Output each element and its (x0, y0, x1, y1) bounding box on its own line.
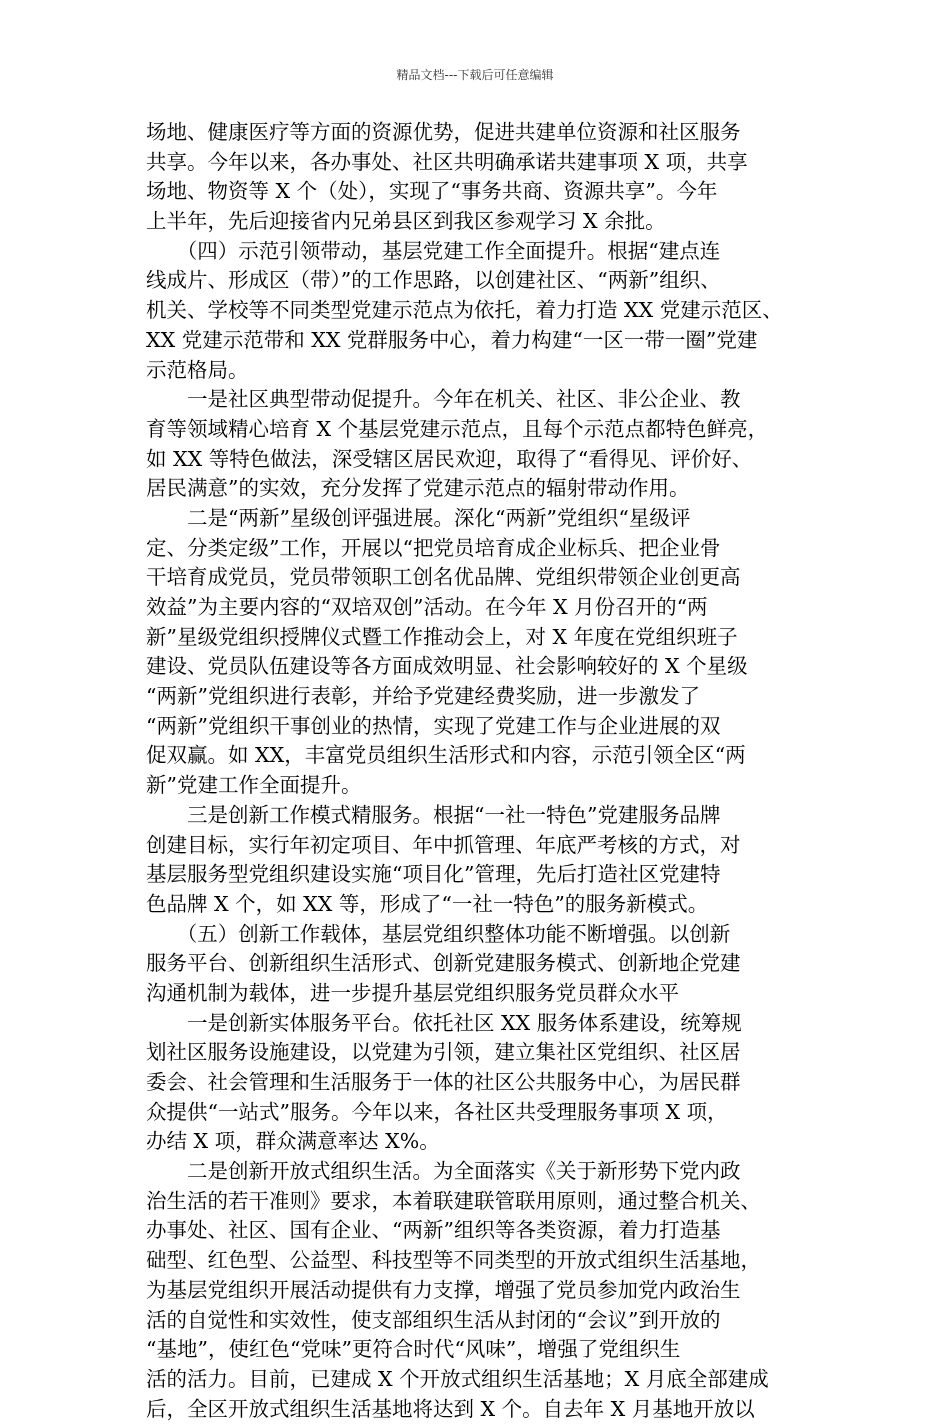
page-header: 精品文档---下载后可任意编辑 (396, 68, 554, 82)
text-line: 办结 X 项，群众满意率达 X%。 (146, 1129, 440, 1154)
text-line: 服务平台、创新组织生活形式、创新党建服务模式、创新地企党建 (146, 951, 741, 976)
text-line: 共享。今年以来，各办事处、社区共明确承诺共建事项 X 项，共享 (146, 149, 748, 174)
text-line: 活的自觉性和实效性，使支部组织生活从封闭的“会议”到开放的 (146, 1307, 721, 1332)
text-line: 定、分类定级”工作，开展以“把党员培育成企业标兵、把企业骨 (146, 535, 721, 560)
text-line: 建设、党员队伍建设等各方面成效明显、社会影响较好的 X 个星级 (146, 654, 748, 679)
text-line: 众提供“一站式”服务。今年以来，各社区共受理服务事项 X 项， (146, 1099, 728, 1124)
text-line: 场地、物资等 X 个（处），实现了“事务共商、资源共享”。今年 (146, 179, 718, 204)
text-line: 新”党建工作全面提升。 (146, 773, 362, 798)
text-line: 基层服务型党组织建设实施“项目化”管理，先后打造社区党建特 (146, 862, 721, 887)
text-line: 划社区服务设施建设，以党建为引领，建立集社区党组织、社区居 (146, 1040, 741, 1065)
text-line: “两新”党组织干事创业的热情，实现了党建工作与企业进展的双 (146, 713, 721, 738)
text-line: 育等领域精心培育 X 个基层党建示范点，且每个示范点都特色鲜亮， (146, 416, 769, 441)
text-line: 上半年，先后迎接省内兄弟县区到我区参观学习 X 余批。 (146, 209, 666, 234)
text-line: “两新”党组织进行表彰，并给予党建经费奖励，进一步激发了 (146, 684, 700, 709)
text-line: 委会、社会管理和生活服务于一体的社区公共服务中心，为居民群 (146, 1070, 741, 1094)
text-line: 示范格局。 (146, 357, 249, 382)
text-line: 创建目标，实行年初定项目、年中抓管理、年底严考核的方式，对 (146, 832, 741, 857)
text-line: 居民满意”的实效，充分发挥了党建示范点的辐射带动作用。 (146, 476, 690, 501)
text-line: “基地”，使红色“党味”更符合时代“风味”，增强了党组织生 (146, 1337, 681, 1362)
text-line: （四）示范引领带动，基层党建工作全面提升。根据“建点连 (146, 238, 721, 263)
text-line: 如 XX 等特色做法，深受辖区居民欢迎，取得了“看得见、评价好、 (146, 446, 753, 471)
text-line: 础型、红色型、公益型、科技型等不同类型的开放式组织生活基地， (146, 1248, 761, 1273)
text-line: XX 党建示范带和 XX 党群服务中心，着力构建“一区一带一圈”党建 (146, 327, 758, 352)
text-line: 办事处、社区、国有企业、“两新”组织等各类资源，着力打造基 (146, 1218, 721, 1243)
text-line: 促双赢。如 XX，丰富党员组织生活形式和内容，示范引领全区“两 (146, 743, 746, 768)
text-line: 线成片、形成区（带）”的工作思路，以创建社区、“两新”组织、 (146, 268, 721, 293)
text-line: 场地、健康医疗等方面的资源优势，促进共建单位资源和社区服务 (146, 120, 741, 144)
text-line: 二是“两新”星级创评强进展。深化“两新”党组织“星级评 (146, 505, 691, 530)
text-line: 沟通机制为载体，进一步提升基层党组织服务党员群众水平 (146, 980, 679, 1005)
text-line: 二是创新开放式组织生活。为全面落实《关于新形势下党内政 (146, 1159, 741, 1184)
text-line: 干培育成党员，党员带领职工创名优品牌、党组织带领企业创更高 (146, 565, 741, 590)
document-body (146, 118, 806, 1424)
text-line: （五）创新工作载体，基层党组织整体功能不断增强。以创新 (146, 921, 731, 946)
text-line: 机关、学校等不同类型党建示范点为依托，着力打造 XX 党建示范区、 (146, 298, 783, 323)
text-line: 三是创新工作模式精服务。根据“一社一特色”党建服务品牌 (146, 802, 721, 827)
text-line: 一是社区典型带动促提升。今年在机关、社区、非公企业、教 (146, 387, 741, 412)
text-line: 为基层党组织开展活动提供有力支撑，增强了党员参加党内政治生 (146, 1277, 741, 1302)
text-line: 一是创新实体服务平台。依托社区 XX 服务体系建设，统筹规 (146, 1010, 742, 1035)
text-line: 效益”为主要内容的“双培双创”活动。在今年 X 月份召开的“两 (146, 595, 708, 619)
text-line: 活的活力。目前，已建成 X 个开放式组织生活基地；X 月底全部建成 (146, 1366, 769, 1391)
text-line: 新”星级党组织授牌仪式暨工作推动会上，对 X 年度在党组织班子 (146, 624, 738, 649)
text-line: 后，全区开放式组织生活基地将达到 X 个。自去年 X 月基地开放以 (146, 1396, 755, 1421)
text-line: 治生活的若干准则》要求，本着联建联管联用原则，通过整合机关、 (146, 1188, 761, 1213)
text-line: 色品牌 X 个，如 XX 等，形成了“一社一特色”的服务新模式。 (146, 891, 709, 916)
